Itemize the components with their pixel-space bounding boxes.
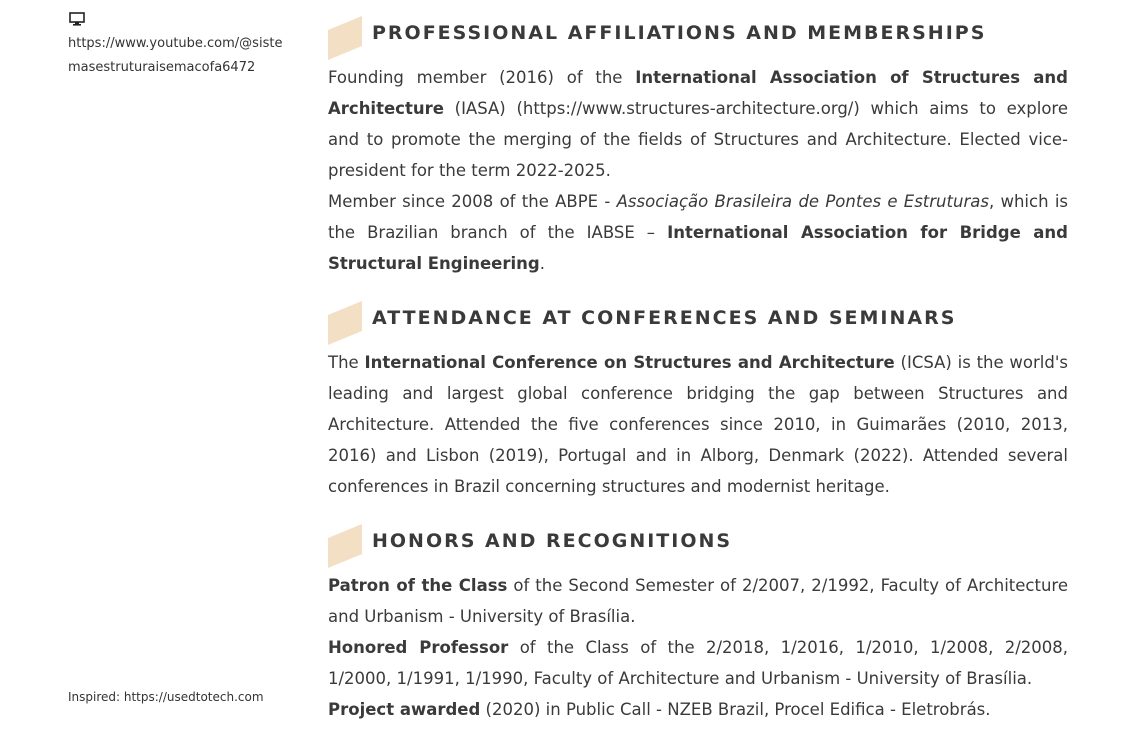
monitor-icon <box>69 12 85 26</box>
paragraph-icsa: The International Conference on Structures and Architecture (ICSA) is the world's leading and largest global conference bridging the gap between Structures and Architecture. Attended the five conferences since 2010, in Guimarães (2010, 2013, 2016) and Lisbon (2019), Portugal and in Alborg, Denmark (2022). Attended several conferences in Brazil concerning structures and modernist heritage. <box>328 353 1068 496</box>
icsa-name: International Conference on Structures and Architecture <box>364 353 895 372</box>
section-conferences <box>328 301 1068 502</box>
section-honors <box>328 524 1068 725</box>
section-heading <box>328 524 1068 568</box>
paragraph-abpe: Member since 2008 of the ABPE - Associação Brasileira de Pontes e Estruturas, which is the Brazilian branch of the IABSE – International Association for Bridge and Structural Engineering. <box>328 192 1068 273</box>
paragraph-patron: Patron of the Class of the Second Semester of 2/2007, 2/1992, Faculty of Architecture and Urbanism - University of Brasília. <box>328 576 1068 626</box>
youtube-link[interactable]: https://www.youtube.com/@sistemasestruturaisemacofa6472 <box>68 36 283 75</box>
iasa-name: International Association of Structures and Architecture <box>328 68 1068 118</box>
section-heading <box>328 301 1068 345</box>
section-affiliations <box>328 16 1068 279</box>
paragraph-iasa: Founding member (2016) of the International Association of Structures and Architecture (IASA) (https://www.structures-architecture.org/) which aims to explore and to promote the merging of the fields of Structures and Architecture. Elected vice-president for the term 2022-2025. <box>328 68 1068 180</box>
iabse-name: International Association for Bridge and Structural Engineering <box>328 223 1068 273</box>
credit-text: Inspired: https://usedtotech.com <box>68 690 264 704</box>
parallelogram-deco-icon <box>328 301 362 345</box>
section-title: ATTENDANCE AT CONFERENCES AND SEMINARS <box>372 307 957 329</box>
section-title: PROFESSIONAL AFFILIATIONS AND MEMBERSHIPS <box>372 22 987 44</box>
abpe-name: Associação Brasileira de Pontes e Estruturas <box>616 192 989 211</box>
paragraph-honored-professor: Honored Professor of the Class of the 2/2018, 1/2016, 1/2010, 1/2008, 2/2008, 1/2000, 1/1991, 1/1990, Faculty of Architecture and Urbanism - University of Brasília. <box>328 638 1068 688</box>
sidebar <box>0 0 300 742</box>
section-title: HONORS AND RECOGNITIONS <box>372 530 733 552</box>
parallelogram-deco-icon <box>328 524 362 568</box>
section-heading <box>328 16 1068 60</box>
parallelogram-deco-icon <box>328 16 362 60</box>
paragraph-project-award: Project awarded (2020) in Public Call - NZEB Brazil, Procel Edifica - Eletrobrás. <box>328 700 991 719</box>
